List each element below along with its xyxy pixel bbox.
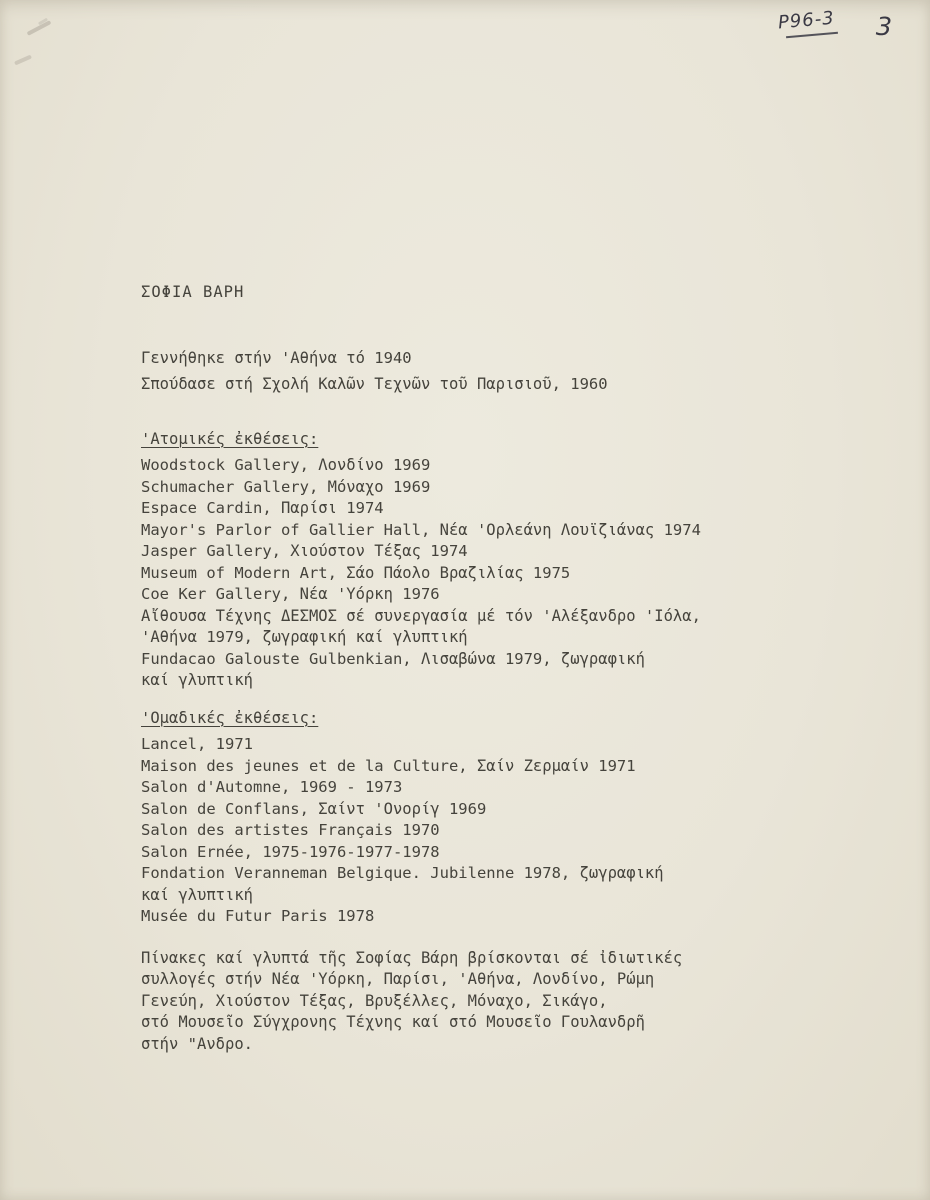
exhibition-line: Mayor's Parlor of Gallier Hall, Νέα 'Ορλεάνη Λουϊζιάνας 1974 [141, 520, 701, 539]
exhibition-line: Woodstock Gallery, Λονδίνο 1969 [141, 456, 431, 474]
exhibition-line: Salon d'Automne, 1969 - 1973 [141, 778, 403, 796]
exhibition-line: Musée du Futur Paris 1978 [141, 907, 375, 925]
closing-line: στήν "Ανδρο. [141, 1034, 253, 1053]
pencil-smudge [27, 20, 52, 36]
handwritten-code: P96-3 [777, 7, 836, 34]
pencil-smudge [14, 55, 32, 66]
handwritten-page-number: 3 [875, 11, 893, 42]
exhibition-line: Jasper Gallery, Χιούστον Τέξας 1974 [141, 542, 468, 560]
bio-line: Σπούδασε στή Σχολή Καλῶν Τεχνῶν τοῦ Παρισιοῦ, 1960 [141, 374, 608, 393]
closing-paragraph [141, 948, 881, 1056]
closing-line: στό Μουσεῖο Σύγχρονης Τέχνης καί στό Μουσεῖο Γουλανδρῆ [141, 1013, 645, 1031]
exhibition-line: Salon Ernée, 1975-1976-1977-1978 [141, 842, 440, 861]
bio-line: Γεννήθηκε στήν 'Αθήνα τό 1940 [141, 348, 412, 367]
exhibition-line: Salon de Conflans, Σαίντ 'Ονορίγ 1969 [141, 799, 487, 818]
group-exhibitions-section [141, 708, 881, 928]
exhibition-line: Lancel, 1971 [141, 735, 253, 753]
exhibition-line: Αἴθουσα Τέχνης ΔΕΣΜΟΣ σέ συνεργασία μέ τόν 'Αλέξανδρο 'Ιόλα, [141, 606, 701, 625]
document-title: ΣΟΦΙΑ ΒΑΡΗ [141, 283, 245, 301]
closing-line: συλλογές στήν Νέα 'Υόρκη, Παρίσι, 'Αθήνα, Λονδίνο, Ρώμη [141, 970, 655, 988]
group-exhibitions-heading: 'Ομαδικές ἐκθέσεις: [141, 708, 319, 727]
exhibition-line: 'Αθήνα 1979, ζωγραφική καί γλυπτική [141, 628, 468, 646]
exhibition-line: Coe Ker Gallery, Νέα 'Υόρκη 1976 [141, 585, 440, 603]
exhibition-line: Schumacher Gallery, Μόναχο 1969 [141, 477, 431, 496]
pencil-smudge [38, 18, 48, 26]
solo-exhibitions-heading: 'Ατομικές ἐκθέσεις: [141, 429, 319, 448]
closing-line: Γενεύη, Χιούστον Τέξας, Βρυξέλλες, Μόναχο, Σικάγο, [141, 991, 608, 1010]
solo-exhibitions-section [141, 429, 881, 692]
solo-exhibitions-list [141, 455, 881, 692]
group-exhibitions-list [141, 734, 881, 928]
exhibition-line: καί γλυπτική [141, 671, 253, 689]
bio-lines [141, 345, 881, 397]
exhibition-line: Fondation Veranneman Belgique. Jubilenne 1978, ζωγραφική [141, 864, 664, 882]
exhibition-line: Salon des artistes Français 1970 [141, 821, 440, 839]
exhibition-line: Maison des jeunes et de la Culture, Σαίν Ζερμαίν 1971 [141, 756, 636, 775]
handwritten-underline [786, 32, 838, 39]
exhibition-line: καί γλυπτική [141, 885, 253, 904]
exhibition-line: Espace Cardin, Παρίσι 1974 [141, 499, 384, 517]
exhibition-line: Fundacao Galouste Gulbenkian, Λισαβώνα 1979, ζωγραφική [141, 649, 645, 668]
document-body [141, 282, 881, 1055]
exhibition-line: Museum of Modern Art, Σάο Πάολο Βραζιλίας 1975 [141, 563, 571, 582]
closing-line: Πίνακες καί γλυπτά τῆς Σοφίας Βάρη βρίσκονται σέ ἰδιωτικές [141, 948, 683, 967]
